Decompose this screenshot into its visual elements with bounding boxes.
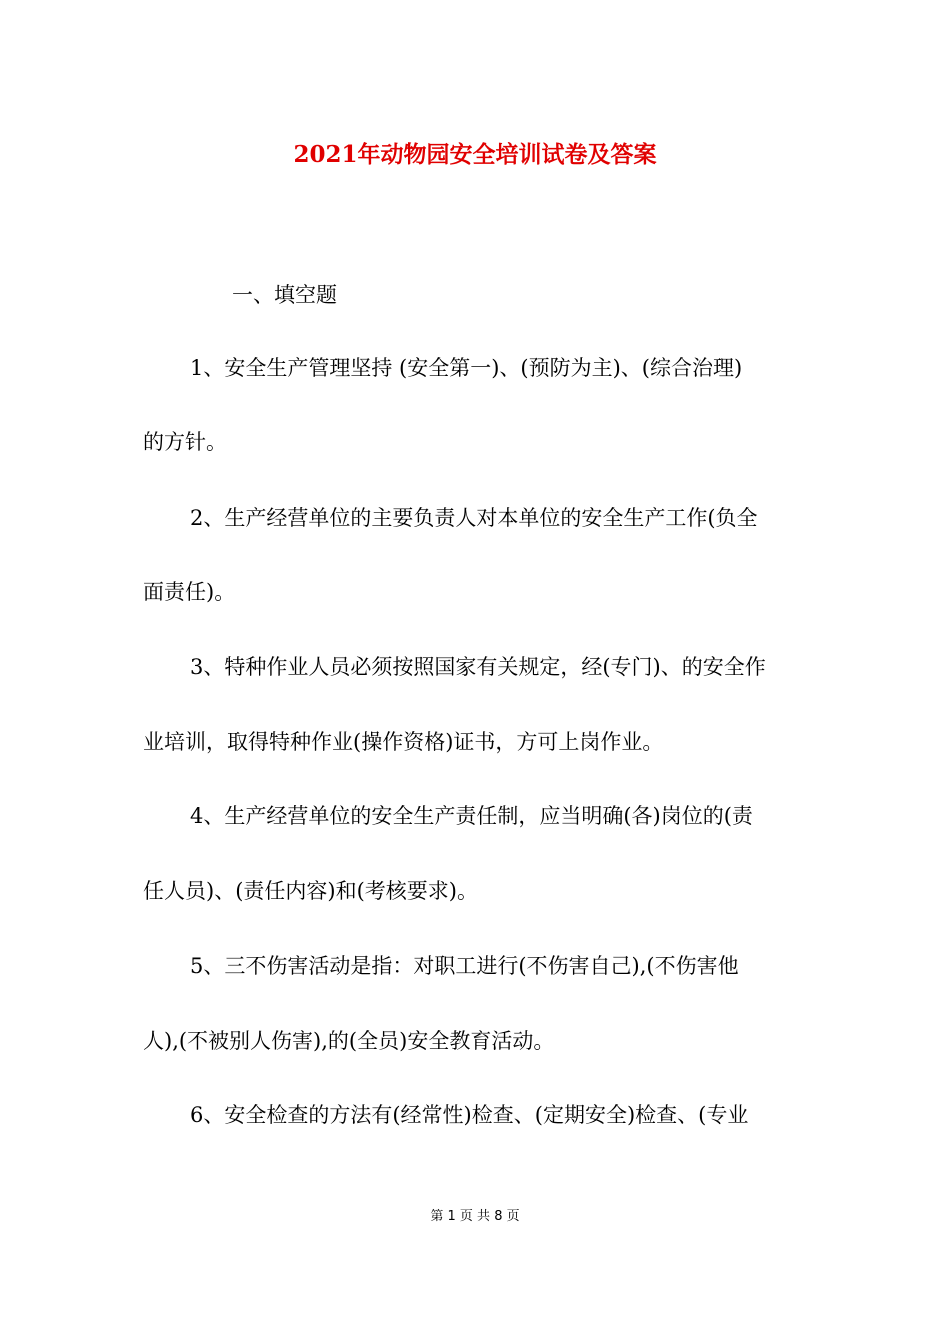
question-3-line-1: 3、特种作业人员必须按照国家有关规定，经(专门)、的安全作 (190, 655, 766, 679)
page-footer: 第 1 页 共 8 页 (430, 1209, 520, 1224)
question-4-line-1: 4、生产经营单位的安全生产责任制，应当明确(各)岗位的(责 (190, 804, 753, 828)
question-5-line-1: 5、三不伤害活动是指：对职工进行(不伤害自己),(不伤害他 (190, 954, 739, 978)
question-2-line-1: 2、生产经营单位的主要负责人对本单位的安全生产工作(负全 (190, 506, 758, 530)
question-3-line-2: 业培训，取得特种作业(操作资格)证书，方可上岗作业。 (143, 730, 664, 754)
question-1-line-2: 的方针。 (143, 430, 227, 454)
question-6-line-1: 6、安全检查的方法有(经常性)检查、(定期安全)检查、(专业 (190, 1103, 749, 1127)
question-1-line-1: 1、安全生产管理坚持 (安全第一)、(预防为主)、(综合治理) (190, 356, 743, 380)
question-5-line-2: 人),(不被别人伤害),的(全员)安全教育活动。 (143, 1029, 555, 1053)
section-heading: 一、填空题 (232, 283, 337, 307)
question-2-line-2: 面责任)。 (143, 580, 236, 604)
document-title: 2021年动物园安全培训试卷及答案 (293, 141, 657, 168)
question-4-line-2: 任人员)、(责任内容)和(考核要求)。 (143, 879, 478, 903)
